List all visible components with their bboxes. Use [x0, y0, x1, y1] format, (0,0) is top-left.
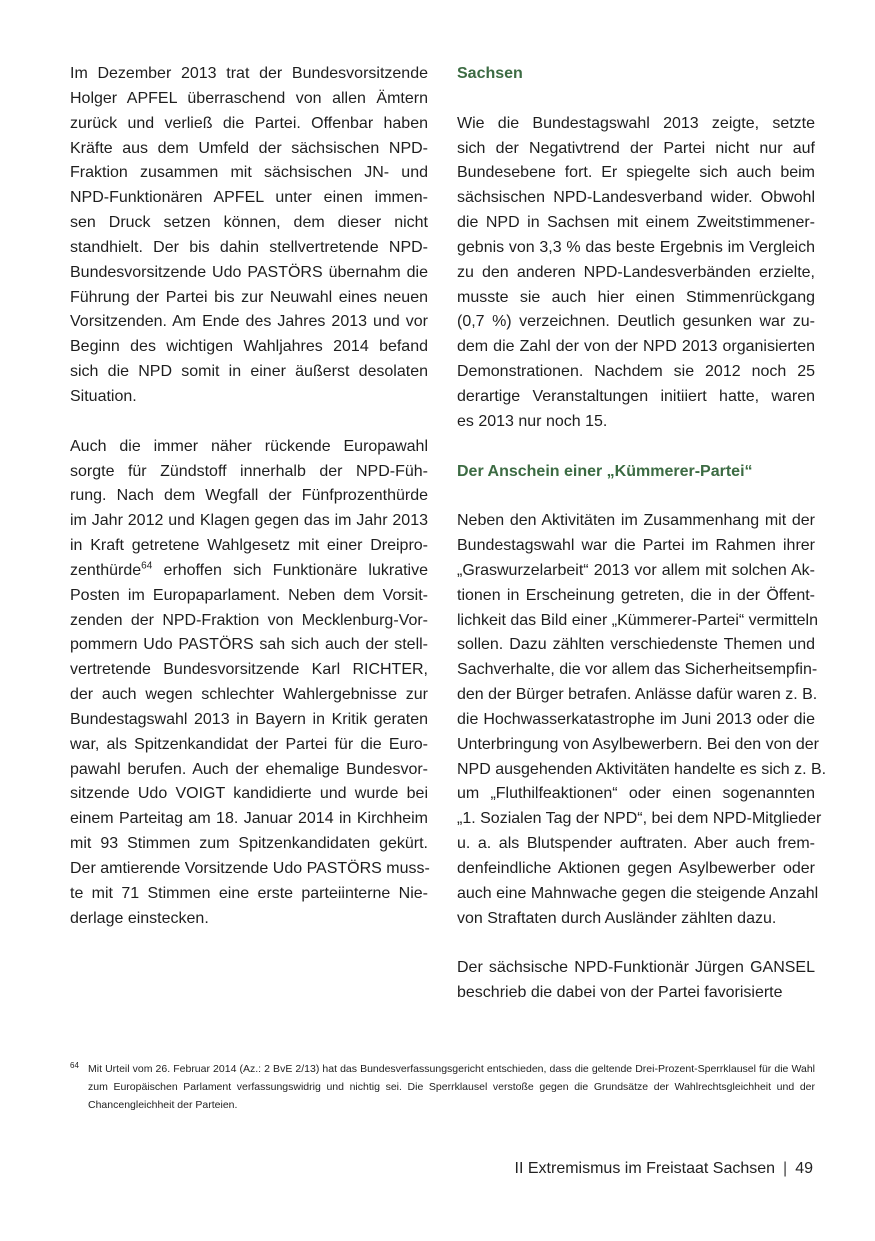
footnote-text: Mit Urteil vom 26. Februar 2014 (Az.: 2 BvE 2/13) hat das Bundesverfassungsgericht entschieden, dass die geltende Drei-Prozent-Sperrklausel für die Wahl zum Europäischen Parlament verfassungswidrig und nichtig sei. Die Sperrklausel verstoße gegen die Grundsätze der Wahlrechtsgleichheit und der Chancengleichheit der Parteien.	[88, 1063, 815, 1111]
text-line: NPD-Funktionären APFEL unter einen immen-	[70, 189, 428, 207]
text-line: Auch die immer näher rückende Europawahl	[70, 437, 428, 455]
text-line: Der amtierende Vorsitzende Udo PASTÖRS muss-	[70, 860, 430, 877]
paragraph	[70, 435, 428, 932]
text-line: Demonstrationen. Nachdem sie 2012 noch 25	[457, 363, 815, 381]
text-line: sich die NPD somit in einer äußerst desolaten	[70, 363, 428, 381]
text-line: Situation.	[70, 387, 137, 405]
text-fragment: zenthürde	[70, 561, 142, 579]
text-line: die Hochwasserkatastrophe im Juni 2013 oder die	[457, 710, 815, 728]
text-line: beschrieb die dabei von der Partei favorisierte	[457, 984, 783, 1002]
text-line: war, als Spitzenkandidat der Partei für die Euro-	[70, 735, 428, 753]
text-fragment: erhoffen sich Funktionäre lukrative	[152, 561, 428, 579]
paragraph	[457, 956, 815, 1006]
text-line: den der Bürger betrafen. Anlässe dafür waren z. B.	[457, 686, 818, 704]
text-line: lichkeit das Bild einer „Kümmerer-Partei“ vermitteln	[457, 611, 818, 629]
text-line: zu den anderen NPD-Landesverbänden erzielte,	[457, 263, 815, 281]
text-line: Kräfte aus dem Umfeld der sächsischen NPD-	[70, 139, 428, 157]
section-heading-sachsen: Sachsen	[457, 65, 523, 82]
footer-separator: |	[783, 1160, 788, 1177]
chapter-title: II Extremismus im Freistaat Sachsen	[514, 1160, 776, 1177]
text-line: sitzende Udo VOIGT kandidierte und wurde bei	[70, 785, 428, 803]
text-line: Im Dezember 2013 trat der Bundesvorsitzende	[70, 65, 428, 82]
text-line: der auch wegen schlechter Wahlergebnisse zur	[70, 686, 428, 704]
text-line: pommern Udo PASTÖRS sah sich auch der stell-	[70, 636, 428, 654]
footnote-number: 64	[70, 1061, 79, 1070]
text-line: sen Druck setzen können, dem dieser nicht	[70, 214, 428, 232]
text-line: mit 93 Stimmen zum Spitzenkandidaten gekürt.	[70, 835, 428, 853]
text-line: es 2013 nur noch 15.	[457, 412, 608, 430]
text-line: Führung der Partei bis zur Neuwahl eines neuen	[70, 288, 428, 306]
left-column	[70, 62, 428, 932]
text-line: Bundestagswahl war die Partei im Rahmen ihrer	[457, 537, 815, 555]
text-line: Wie die Bundestagswahl 2013 zeigte, setzte	[457, 114, 815, 132]
text-line: von Straftaten durch Ausländer zählten dazu.	[457, 909, 777, 927]
text-line: dem die Zahl der von der NPD 2013 organisierten	[457, 338, 815, 356]
text-line: zurück und verließ die Partei. Offenbar haben	[70, 114, 428, 132]
text-line: standhielt. Der bis dahin stellvertretende NPD-	[70, 238, 428, 256]
text-line: „Graswurzelarbeit“ 2013 vor allem mit solchen Ak-	[457, 561, 815, 579]
text-line: Unterbringung von Asylbewerbern. Bei den von der	[457, 735, 819, 753]
text-line: tionen in Erscheinung getreten, die in der Öffent-	[457, 586, 815, 604]
text-line: u. a. als Blutspender auftraten. Aber auch frem-	[457, 835, 815, 853]
footnote-reference: 64	[141, 560, 153, 572]
text-line: Bundesebene fort. Er spiegelte sich auch beim	[457, 164, 815, 182]
text-line: in Kraft getretene Wahlgesetz mit einer Dreipro-	[70, 537, 428, 555]
text-line: zenden der NPD-Fraktion von Mecklenburg-Vor-	[70, 611, 428, 629]
text-line: musste sie auch hier einen Stimmenrückgang	[457, 288, 815, 306]
section-heading-kuemmerer: Der Anschein einer „Kümmerer-Partei“	[457, 462, 753, 480]
text-line: sorgte für Zündstoff innerhalb der NPD-Füh-	[70, 462, 428, 480]
paragraph	[70, 62, 428, 410]
text-line: einem Parteitag am 18. Januar 2014 in Kirchheim	[70, 810, 428, 828]
text-line: Holger APFEL überraschend von allen Ämtern	[70, 89, 428, 107]
text-line: NPD ausgehenden Aktivitäten handelte es sich z. B.	[457, 760, 827, 778]
text-line: sächsischen NPD-Landesverband wider. Obwohl	[457, 189, 815, 207]
text-line: derartige Veranstaltungen initiiert hatte, waren	[457, 387, 815, 405]
text-line: „1. Sozialen Tag der NPD“, bei dem NPD-Mitglieder	[457, 810, 822, 828]
right-column	[457, 62, 827, 1006]
text-line: auch eine Mahnwache gegen die steigende Anzahl	[457, 884, 819, 902]
text-line: Fraktion zusammen mit sächsischen JN- und	[70, 164, 428, 182]
text-line: Bundesvorsitzende Udo PASTÖRS übernahm die	[70, 263, 428, 281]
text-line: Neben den Aktivitäten im Zusammenhang mit der	[457, 512, 815, 530]
text-line: derlage einstecken.	[70, 909, 209, 927]
paragraph	[457, 112, 815, 435]
page-footer	[515, 1160, 813, 1178]
text-line: denfeindliche Aktionen gegen Asylbewerber oder	[457, 860, 815, 877]
text-line: sich der Negativtrend der Partei nicht nur auf	[457, 139, 815, 157]
footnote	[70, 1060, 815, 1114]
text-line: die NPD in Sachsen mit einem Zweitstimmener-	[457, 214, 815, 232]
text-line: rung. Nach dem Wegfall der Fünfprozenthürde	[70, 487, 428, 505]
text-line: im Jahr 2012 und Klagen gegen das im Jahr 2013	[70, 512, 428, 530]
paragraph	[457, 509, 827, 931]
text-line: sollen. Dazu zählten verschiedenste Themen und	[457, 636, 815, 654]
text-line: Bundestagswahl 2013 in Bayern in Kritik geraten	[70, 710, 428, 728]
text-line: um „Fluthilfeaktionen“ oder einen sogenannten	[457, 785, 815, 803]
text-line: Beginn des wichtigen Wahljahres 2014 befand	[70, 338, 428, 356]
text-line: vertretende Bundesvorsitzende Karl RICHTER,	[70, 661, 428, 679]
text-line: (0,7 %) verzeichnen. Deutlich gesunken war zu-	[457, 313, 815, 331]
text-line: pawahl berufen. Auch der ehemalige Bundesvor-	[70, 760, 428, 778]
text-line	[70, 559, 428, 584]
text-line: gebnis von 3,3 % das beste Ergebnis im Vergleich	[457, 238, 815, 256]
text-line: Vorsitzenden. Am Ende des Jahres 2013 und vor	[70, 313, 428, 331]
text-line: Sachverhalte, die vor allem das Sicherheitsempfin-	[457, 661, 818, 679]
page-number: 49	[795, 1160, 813, 1177]
text-line: Posten im Europaparlament. Neben dem Vorsit-	[70, 586, 428, 604]
text-line: Der sächsische NPD-Funktionär Jürgen GANSEL	[457, 959, 815, 977]
text-line: te mit 71 Stimmen eine erste parteiinterne Nie-	[70, 884, 428, 902]
